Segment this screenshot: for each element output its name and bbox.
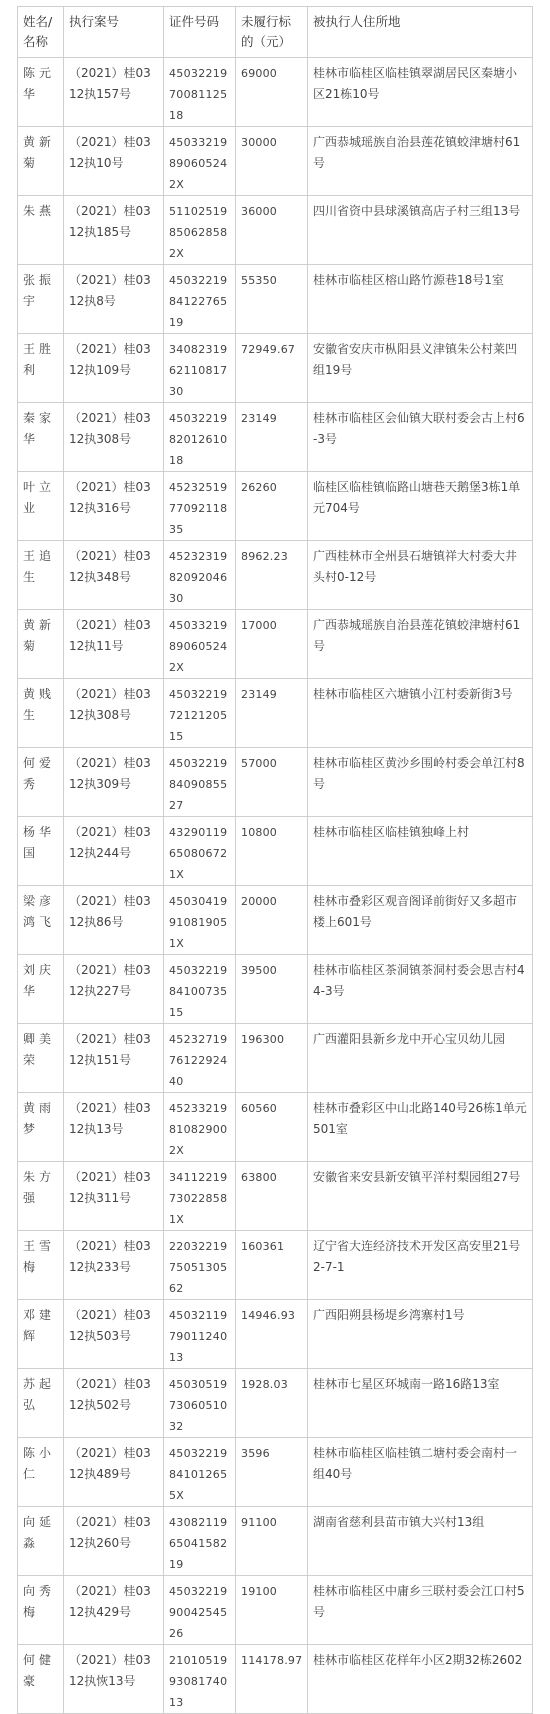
table-row — [18, 1300, 533, 1369]
cell-case-no: （2021）桂0312执348号 — [64, 541, 164, 610]
cell-case-no: （2021）桂0312执151号 — [64, 1024, 164, 1093]
cell-id-no: 340823196211081730 — [164, 334, 236, 403]
cell-address: 桂林市七星区环城南一路16路13室 — [308, 1369, 533, 1438]
cell-case-no: （2021）桂0312执316号 — [64, 472, 164, 541]
cell-id-no: 220322197505130562 — [164, 1231, 236, 1300]
cell-name: 朱方强 — [18, 1162, 64, 1231]
table-row — [18, 886, 533, 955]
header-case-no: 执行案号 — [64, 7, 164, 58]
cell-amount: 20000 — [236, 886, 308, 955]
cell-address: 桂林市临桂区榕山路竹源巷18号1室 — [308, 265, 533, 334]
cell-case-no: （2021）桂0312执311号 — [64, 1162, 164, 1231]
cell-id-no: 452332198108​29002X — [164, 1093, 236, 1162]
cell-amount: 160361 — [236, 1231, 308, 1300]
cell-case-no: （2021）桂0312执185号 — [64, 196, 164, 265]
cell-amount: 63800 — [236, 1162, 308, 1231]
table-row — [18, 1024, 533, 1093]
cell-id-no: 450321197901124013 — [164, 1300, 236, 1369]
cell-id-no: 450322198410​12655X — [164, 1438, 236, 1507]
table-row — [18, 196, 533, 265]
table-row — [18, 472, 533, 541]
table-body — [18, 58, 533, 1714]
cell-id-no: 450322198409085527 — [164, 748, 236, 817]
cell-id-no: 452325197709211835 — [164, 472, 236, 541]
cell-name: 秦家华 — [18, 403, 64, 472]
cell-amount: 114178.97 — [236, 1645, 308, 1714]
cell-address: 四川省资中县球溪镇高店子村三组13号 — [308, 196, 533, 265]
cell-name: 刘庆华 — [18, 955, 64, 1024]
table-row — [18, 1438, 533, 1507]
cell-address: 安徽省来安县新安镇平洋村梨园组27号 — [308, 1162, 533, 1231]
cell-name: 黄新菊 — [18, 610, 64, 679]
table-row — [18, 541, 533, 610]
cell-name: 杨华国 — [18, 817, 64, 886]
table-row — [18, 127, 533, 196]
cell-name: 陈小仁 — [18, 1438, 64, 1507]
cell-amount: 39500 — [236, 955, 308, 1024]
cell-case-no: （2021）桂0312执13号 — [64, 1093, 164, 1162]
cell-name: 苏起弘 — [18, 1369, 64, 1438]
table-row — [18, 334, 533, 403]
table-row — [18, 1576, 533, 1645]
cell-address: 桂林市临桂区临桂镇翠湖居民区秦塘小区21栋10号 — [308, 58, 533, 127]
cell-amount: 1928.03 — [236, 1369, 308, 1438]
cell-address: 桂林市临桂区中庸乡三联村委会江口村5号 — [308, 1576, 533, 1645]
cell-address: 桂林市临桂区临桂镇独峰上村 — [308, 817, 533, 886]
cell-address: 桂林市临桂区临桂镇二塘村委会南村一组40号 — [308, 1438, 533, 1507]
cell-name: 何健豪 — [18, 1645, 64, 1714]
cell-name: 王胜利 — [18, 334, 64, 403]
cell-amount: 57000 — [236, 748, 308, 817]
cell-amount: 8962.23 — [236, 541, 308, 610]
cell-name: 王雪梅 — [18, 1231, 64, 1300]
cell-address: 广西灌阳县新乡龙中开心宝贝幼儿园 — [308, 1024, 533, 1093]
cell-name: 何爱秀 — [18, 748, 64, 817]
cell-case-no: （2021）桂0312执429号 — [64, 1576, 164, 1645]
cell-name: 邓建辉 — [18, 1300, 64, 1369]
table-row — [18, 1231, 533, 1300]
cell-case-no: （2021）桂0312执11号 — [64, 610, 164, 679]
cell-case-no: （2021）桂0312执233号 — [64, 1231, 164, 1300]
cell-amount: 14946.93 — [236, 1300, 308, 1369]
cell-address: 安徽省安庆市枞阳县义津镇朱公村莱凹组19号 — [308, 334, 533, 403]
cell-address: 辽宁省大连经济技术开发区高安里21号2-7-1 — [308, 1231, 533, 1300]
cell-address: 桂林市临桂区茶洞镇茶洞村委会思吉村44-3号 — [308, 955, 533, 1024]
cell-case-no: （2021）桂0312执502号 — [64, 1369, 164, 1438]
header-address: 被执行人住所地 — [308, 7, 533, 58]
cell-amount: 26260 — [236, 472, 308, 541]
cell-name: 黄雨梦 — [18, 1093, 64, 1162]
cell-id-no: 450332198906052​42X — [164, 127, 236, 196]
cell-case-no: （2021）桂0312执109号 — [64, 334, 164, 403]
cell-amount: 19100 — [236, 1576, 308, 1645]
cell-address: 临桂区临桂镇临路山塘巷天鹅堡3栋1单元704号 — [308, 472, 533, 541]
table-row — [18, 58, 533, 127]
table-row — [18, 817, 533, 886]
cell-amount: 60560 — [236, 1093, 308, 1162]
cell-case-no: （2021）桂0312执8号 — [64, 265, 164, 334]
cell-address: 桂林市叠彩区观音阁译前街好又多超市楼上601号 — [308, 886, 533, 955]
table-row — [18, 1507, 533, 1576]
cell-case-no: （2021）桂0312执308号 — [64, 679, 164, 748]
cell-amount: 36000 — [236, 196, 308, 265]
cell-name: 向秀梅 — [18, 1576, 64, 1645]
cell-case-no: （2021）桂0312执227号 — [64, 955, 164, 1024]
cell-case-no: （2021）桂0312执恢13号 — [64, 1645, 164, 1714]
cell-case-no: （2021）桂0312执260号 — [64, 1507, 164, 1576]
cell-amount: 55350 — [236, 265, 308, 334]
cell-name: 梁彦鸿飞 — [18, 886, 64, 955]
header-id-no: 证件号码 — [164, 7, 236, 58]
table-row — [18, 955, 533, 1024]
cell-case-no: （2021）桂0312执308号 — [64, 403, 164, 472]
cell-amount: 69000 — [236, 58, 308, 127]
cell-address: 广西桂林市全州县石塘镇祥大村委大井头村0-12号 — [308, 541, 533, 610]
cell-name: 向延淼 — [18, 1507, 64, 1576]
cell-address: 桂林市临桂区黄沙乡围岭村委会单江村8号 — [308, 748, 533, 817]
cell-amount: 91100 — [236, 1507, 308, 1576]
table-row — [18, 265, 533, 334]
table-row — [18, 1369, 533, 1438]
cell-case-no: （2021）桂0312执503号 — [64, 1300, 164, 1369]
table-row — [18, 1162, 533, 1231]
cell-amount: 17000 — [236, 610, 308, 679]
cell-name: 黄贱生 — [18, 679, 64, 748]
cell-id-no: 450332198906052​42X — [164, 610, 236, 679]
cell-id-no: 511025198506​28582X — [164, 196, 236, 265]
cell-id-no: 450304199108​19051X — [164, 886, 236, 955]
cell-address: 桂林市临桂区会仙镇大联村委会古上村6-3号 — [308, 403, 533, 472]
cell-address: 广西恭城瑶族自治县莲花镇蛟津塘村61号 — [308, 127, 533, 196]
cell-id-no: 430821196504158219 — [164, 1507, 236, 1576]
cell-name: 朱燕 — [18, 196, 64, 265]
cell-amount: 10800 — [236, 817, 308, 886]
cell-address: 广西恭城瑶族自治县莲花镇蛟津塘村61号 — [308, 610, 533, 679]
cell-name: 张振宇 — [18, 265, 64, 334]
table-row — [18, 1645, 533, 1714]
cell-case-no: （2021）桂0312执86号 — [64, 886, 164, 955]
cell-amount: 3596 — [236, 1438, 308, 1507]
cell-amount: 23149 — [236, 403, 308, 472]
cell-name: 黄新菊 — [18, 127, 64, 196]
cell-id-no: 341122197302​28581X — [164, 1162, 236, 1231]
cell-amount: 196300 — [236, 1024, 308, 1093]
cell-amount: 72949.67 — [236, 334, 308, 403]
cell-address: 桂林市临桂区六塘镇小江村委新街3号 — [308, 679, 533, 748]
table-row — [18, 403, 533, 472]
header-amount: 未履行标的（元） — [236, 7, 308, 58]
cell-case-no: （2021）桂0312执10号 — [64, 127, 164, 196]
cell-amount: 30000 — [236, 127, 308, 196]
cell-id-no: 450305197306051032 — [164, 1369, 236, 1438]
cell-id-no: 450322197212120515 — [164, 679, 236, 748]
cell-id-no: 450322198201261018 — [164, 403, 236, 472]
cell-address: 桂林市叠彩区中山北路140号26栋1单元501室 — [308, 1093, 533, 1162]
cell-amount: 23149 — [236, 679, 308, 748]
cell-id-no: 452323198209204630 — [164, 541, 236, 610]
cell-id-no: 450322198410073515 — [164, 955, 236, 1024]
cell-address: 桂林市临桂区花样年小区2期32栋2602 — [308, 1645, 533, 1714]
cell-id-no: 210105199308174013 — [164, 1645, 236, 1714]
cell-id-no: 450322197008112518 — [164, 58, 236, 127]
cell-id-no: 450322199004254526 — [164, 1576, 236, 1645]
cell-name: 叶立业 — [18, 472, 64, 541]
cell-case-no: （2021）桂0312执244号 — [64, 817, 164, 886]
cell-id-no: 450322198412276519 — [164, 265, 236, 334]
cell-address: 广西阳朔县杨堤乡湾寨村1号 — [308, 1300, 533, 1369]
debtor-table — [17, 6, 533, 1714]
cell-case-no: （2021）桂0312执157号 — [64, 58, 164, 127]
cell-case-no: （2021）桂0312执489号 — [64, 1438, 164, 1507]
header-row — [18, 7, 533, 58]
table-row — [18, 748, 533, 817]
cell-name: 王追生 — [18, 541, 64, 610]
table-row — [18, 1093, 533, 1162]
cell-case-no: （2021）桂0312执309号 — [64, 748, 164, 817]
table-row — [18, 610, 533, 679]
cell-name: 陈元华 — [18, 58, 64, 127]
cell-id-no: 452327197612292440 — [164, 1024, 236, 1093]
cell-address: 湖南省慈利县苗市镇大兴村13组 — [308, 1507, 533, 1576]
cell-name: 卿美荣 — [18, 1024, 64, 1093]
header-name: 姓名/名称 — [18, 7, 64, 58]
table-row — [18, 679, 533, 748]
cell-id-no: 432901196508​06721X — [164, 817, 236, 886]
